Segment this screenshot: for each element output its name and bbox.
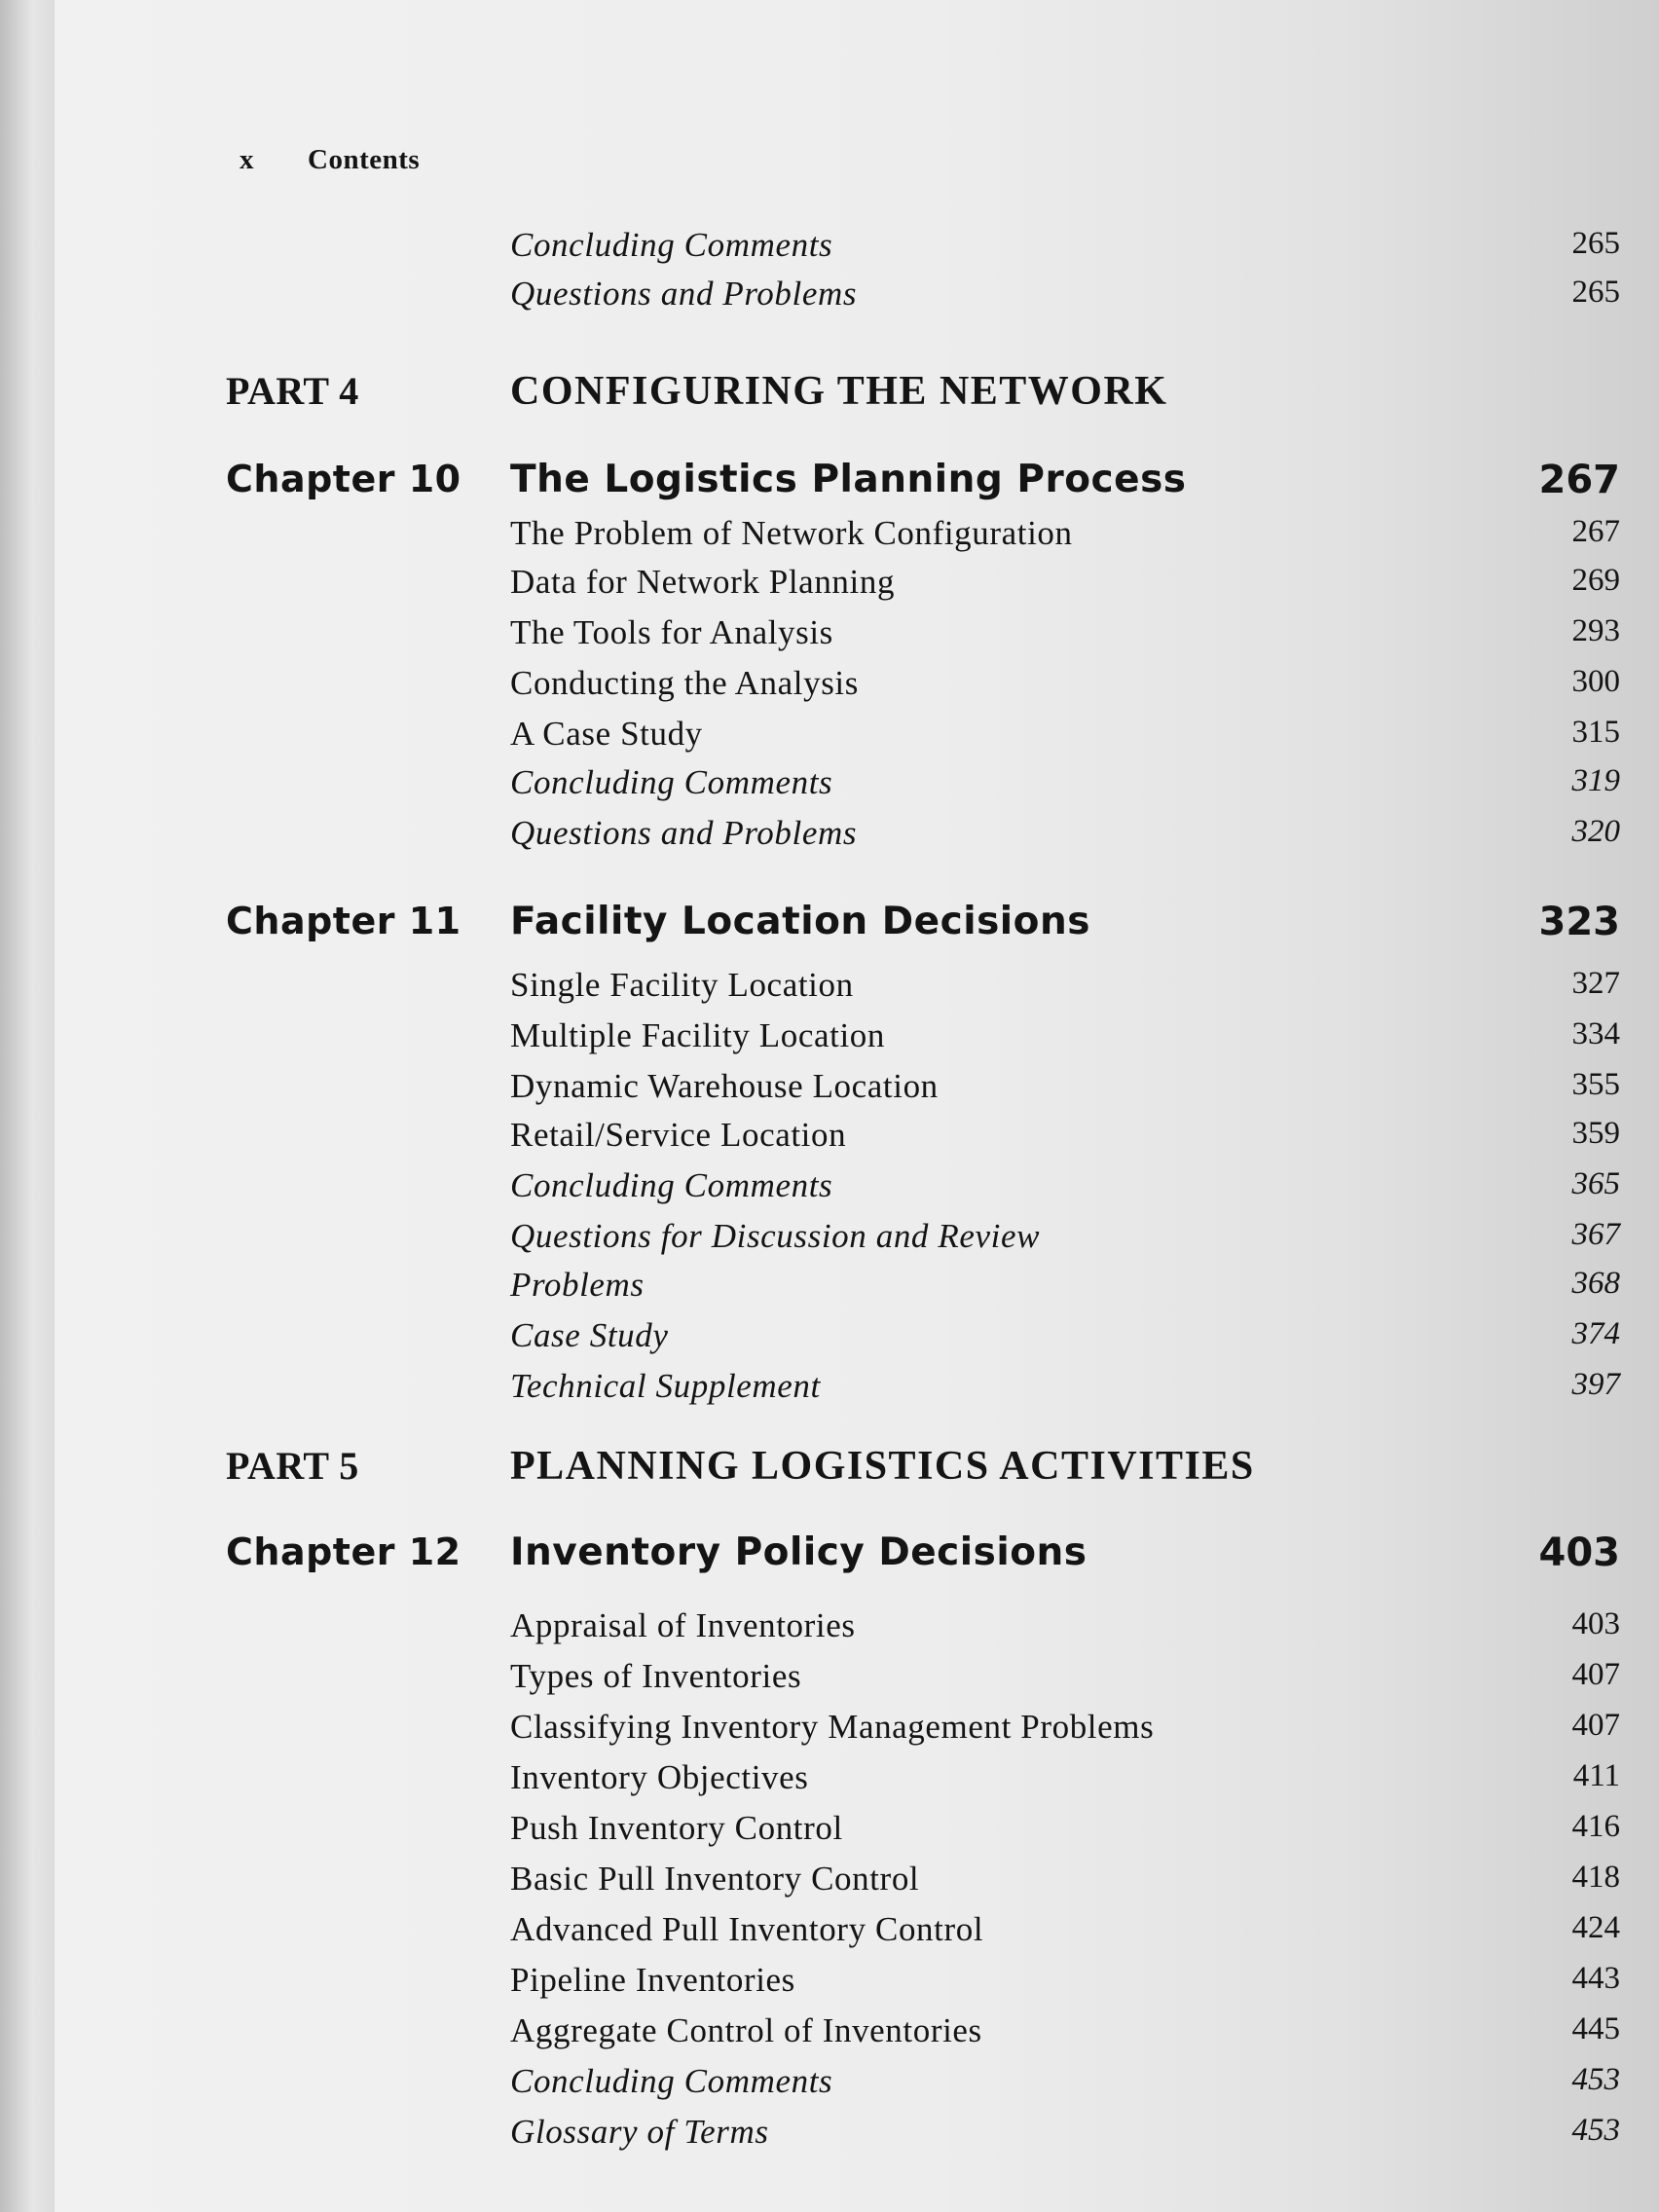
toc-entry-page: 359 — [1571, 1116, 1620, 1151]
toc-entry-title: Aggregate Control of Inventories — [510, 2011, 982, 2049]
toc-entry-page: 445 — [1571, 2011, 1620, 2046]
toc-chapter-label: Chapter 10 — [226, 458, 461, 500]
toc-entry — [0, 715, 1659, 769]
toc-entry-page: 265 — [1571, 226, 1620, 261]
toc-entry-title: Data for Network Planning — [510, 563, 896, 601]
toc-entry-title: A Case Study — [510, 715, 703, 753]
toc-chapter-page: 267 — [1538, 458, 1620, 502]
toc-entry-title: Types of Inventories — [510, 1657, 802, 1695]
toc-entry-title: Advanced Pull Inventory Control — [510, 1910, 984, 1948]
toc-entry — [0, 514, 1659, 569]
toc-entry-title: Questions and Problems — [510, 814, 858, 852]
running-head — [240, 144, 420, 176]
toc-chapter-page: 403 — [1538, 1530, 1620, 1575]
toc-entry — [0, 1067, 1659, 1122]
toc-entry — [0, 1860, 1659, 1914]
toc-entry-page: 365 — [1571, 1166, 1620, 1201]
toc-entry-title: Concluding Comments — [510, 2062, 833, 2100]
toc-entry-page: 424 — [1571, 1910, 1620, 1945]
toc-entry-title: Inventory Objectives — [510, 1758, 809, 1796]
toc-entry — [0, 1016, 1659, 1071]
toc-entry-page: 293 — [1571, 613, 1620, 648]
toc-entry-page: 407 — [1571, 1708, 1620, 1743]
toc-entry — [0, 1217, 1659, 1272]
toc-entry-page: 453 — [1571, 2062, 1620, 2097]
toc-entry-page: 453 — [1571, 2113, 1620, 2148]
toc-entry-title: Multiple Facility Location — [510, 1016, 885, 1054]
toc-entry — [0, 1116, 1659, 1170]
toc-entry-page: 374 — [1571, 1316, 1620, 1351]
toc-entry-page: 300 — [1571, 664, 1620, 699]
toc-entry-title: The Tools for Analysis — [510, 613, 833, 651]
toc-entry — [0, 1910, 1659, 1965]
toc-entry — [0, 613, 1659, 668]
toc-entry-page: 368 — [1571, 1266, 1620, 1301]
toc-chapter-label: Chapter 11 — [226, 900, 461, 942]
toc-entry-page: 269 — [1571, 563, 1620, 598]
toc-entry-page: 327 — [1571, 966, 1620, 1001]
page-folio: x — [240, 144, 254, 175]
toc-entry — [0, 814, 1659, 868]
toc-chapter-title: Facility Location Decisions — [510, 900, 1090, 943]
toc-entry — [0, 763, 1659, 818]
toc-entry-title: Technical Supplement — [510, 1367, 821, 1405]
toc-entry-page: 320 — [1571, 814, 1620, 849]
toc-chapter-label: Chapter 12 — [226, 1530, 461, 1573]
toc-entry-title: Questions for Discussion and Review — [510, 1217, 1041, 1255]
toc-entry-page: 418 — [1571, 1860, 1620, 1895]
toc-entry-page: 407 — [1571, 1657, 1620, 1692]
toc-entry-title: Problems — [510, 1266, 645, 1304]
toc-entry — [0, 1606, 1659, 1661]
toc-entry-title: Classifying Inventory Management Problems — [510, 1708, 1155, 1746]
toc-entry-title: Concluding Comments — [510, 763, 833, 801]
toc-entry — [0, 1316, 1659, 1371]
toc-entry-page: 443 — [1571, 1961, 1620, 1996]
toc-entry-page: 403 — [1571, 1606, 1620, 1641]
toc-entry — [0, 1166, 1659, 1221]
toc-entry-title: Glossary of Terms — [510, 2113, 769, 2151]
toc-part-label: PART 4 — [226, 369, 359, 413]
toc-entry — [0, 2011, 1659, 2066]
toc-entry-title: Push Inventory Control — [510, 1809, 843, 1847]
toc-part-title: CONFIGURING THE NETWORK — [510, 369, 1168, 414]
toc-part-title: PLANNING LOGISTICS ACTIVITIES — [510, 1444, 1255, 1489]
toc-entry — [0, 1367, 1659, 1421]
toc-entry-page: 265 — [1571, 275, 1620, 310]
toc-entry-title: Concluding Comments — [510, 226, 833, 264]
toc-chapter-title: The Logistics Planning Process — [510, 458, 1187, 501]
toc-chapter — [0, 1530, 1659, 1585]
toc-entry — [0, 2062, 1659, 2117]
toc-entry — [0, 1809, 1659, 1863]
toc-entry — [0, 226, 1659, 280]
toc-entry — [0, 563, 1659, 617]
toc-entry-page: 315 — [1571, 715, 1620, 750]
toc-entry — [0, 1657, 1659, 1712]
toc-entry-title: Single Facility Location — [510, 966, 854, 1004]
toc-entry-page: 319 — [1571, 763, 1620, 798]
toc-entry-title: Dynamic Warehouse Location — [510, 1067, 939, 1105]
toc-chapter-page: 323 — [1538, 900, 1620, 944]
toc-entry — [0, 1266, 1659, 1320]
toc-entry-page: 411 — [1572, 1758, 1620, 1793]
toc-entry-page: 267 — [1571, 514, 1620, 549]
toc-entry — [0, 1961, 1659, 2015]
toc-entry-title: Basic Pull Inventory Control — [510, 1860, 920, 1898]
toc-entry-title: Conducting the Analysis — [510, 664, 859, 702]
toc-entry-title: Case Study — [510, 1316, 669, 1354]
running-head-title: Contents — [308, 144, 421, 175]
toc-entry-page: 355 — [1571, 1067, 1620, 1102]
toc-entry-title: Concluding Comments — [510, 1166, 833, 1204]
toc-chapter-title: Inventory Policy Decisions — [510, 1530, 1088, 1574]
toc-entry-title: Questions and Problems — [510, 275, 858, 313]
toc-entry — [0, 664, 1659, 719]
toc-chapter — [0, 900, 1659, 954]
toc-entry-page: 416 — [1571, 1809, 1620, 1844]
toc-entry-title: Pipeline Inventories — [510, 1961, 795, 1999]
toc-entry — [0, 1708, 1659, 1762]
toc-entry-page: 334 — [1571, 1016, 1620, 1051]
toc-entry-title: Retail/Service Location — [510, 1116, 847, 1154]
toc-entry-page: 397 — [1571, 1367, 1620, 1402]
toc-part — [0, 1443, 1659, 1497]
toc-entry — [0, 1758, 1659, 1813]
toc-entry — [0, 275, 1659, 329]
toc-part — [0, 368, 1659, 423]
toc-entry-title: The Problem of Network Configuration — [510, 514, 1073, 552]
toc-entry-page: 367 — [1571, 1217, 1620, 1252]
toc-chapter — [0, 458, 1659, 512]
toc-entry-title: Appraisal of Inventories — [510, 1606, 856, 1644]
toc-part-label: PART 5 — [226, 1444, 359, 1488]
toc-entry — [0, 2113, 1659, 2167]
toc-entry — [0, 966, 1659, 1020]
